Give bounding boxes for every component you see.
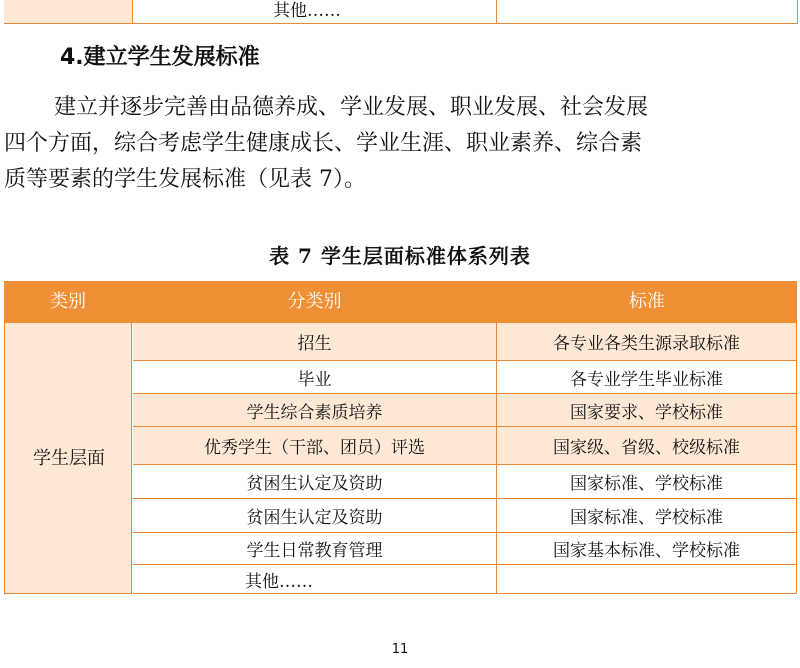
body-paragraph (4, 90, 794, 198)
standard-cell (497, 565, 797, 593)
table-row (133, 394, 797, 427)
table-row (133, 565, 797, 594)
page-number: 11 (391, 642, 409, 657)
table-row (133, 427, 797, 465)
previous-table-fragment (4, 0, 797, 24)
standard-cell: 国家级、省级、校级标准 (497, 427, 797, 464)
table-row (133, 533, 797, 565)
standard-cell: 国家标准、学校标准 (497, 465, 797, 498)
header-category: 类别 (50, 291, 86, 312)
paragraph-line: 质等要素的学生发展标准（见表 7）。 (4, 167, 366, 192)
table-row (133, 323, 797, 361)
paragraph-line: 建立并逐步完善由品德养成、学业发展、职业发展、社会发展 (54, 95, 649, 120)
category-label: 学生层面 (33, 448, 105, 469)
table-row (133, 361, 797, 394)
previous-table-standard-cell (497, 0, 798, 24)
table-caption: 表 7 学生层面标准体系列表 (269, 244, 531, 268)
previous-table-subcategory-cell: 其他…… (133, 0, 497, 24)
subcategory-cell: 学生综合素质培养 (133, 394, 497, 426)
previous-table-category-cell (4, 0, 133, 24)
standard-cell: 国家基本标准、学校标准 (497, 533, 797, 564)
category-cell (4, 323, 132, 594)
standard-cell: 各专业学生毕业标准 (497, 361, 797, 393)
subcategory-cell: 贫困生认定及资助 (133, 499, 497, 532)
table-row (133, 499, 797, 533)
subcategory-cell: 招生 (133, 323, 497, 360)
subcategory-cell: 学生日常教育管理 (133, 533, 497, 564)
table-row (133, 465, 797, 499)
table-header (4, 281, 797, 323)
standard-cell: 国家标准、学校标准 (497, 499, 797, 532)
header-subcategory: 分类别 (287, 291, 342, 312)
standard-cell: 国家要求、学校标准 (497, 394, 797, 426)
paragraph-line: 四个方面，综合考虑学生健康成长、学业生涯、职业素养、综合素 (4, 131, 643, 156)
subcategory-cell: 优秀学生（干部、团员）评选 (133, 427, 497, 464)
header-standard: 标准 (629, 291, 665, 312)
subcategory-cell: 毕业 (133, 361, 497, 393)
subcategory-cell: 其他…… (133, 565, 497, 593)
standard-cell: 各专业各类生源录取标准 (497, 323, 797, 360)
subcategory-cell: 贫困生认定及资助 (133, 465, 497, 498)
section-heading: 4.建立学生发展标准 (60, 45, 260, 70)
